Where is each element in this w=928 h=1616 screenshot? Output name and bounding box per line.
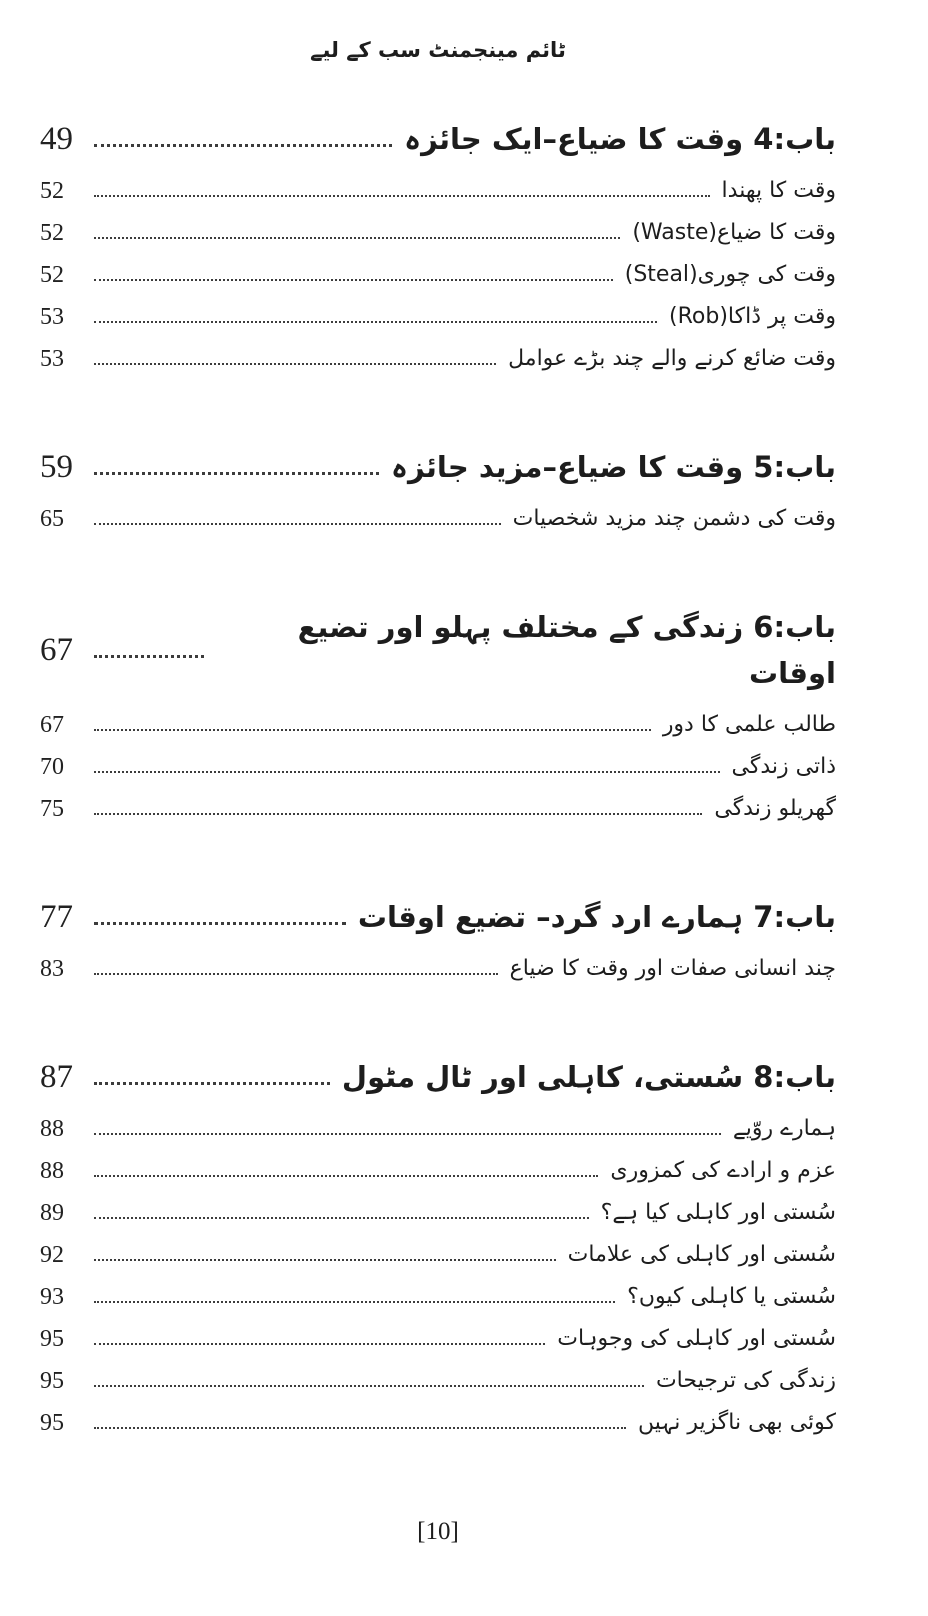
toc-entry bbox=[40, 1234, 836, 1276]
page-number: 88 bbox=[40, 1116, 64, 1142]
entry-title: عزم و ارادے کی کمزوری bbox=[610, 1158, 836, 1183]
page-number: 53 bbox=[40, 346, 64, 372]
toc-entry bbox=[40, 170, 836, 212]
entry-title: باب:7 ہمارے ارد گرد– تضیع اوقات bbox=[357, 900, 836, 934]
toc-entry bbox=[40, 1192, 836, 1234]
toc-entry bbox=[40, 1402, 836, 1444]
page-number: 93 bbox=[40, 1284, 64, 1310]
entry-title: باب:8 سُستی، کاہلی اور ٹال مٹول bbox=[341, 1060, 836, 1094]
page-number: 70 bbox=[40, 754, 64, 780]
toc-entry bbox=[40, 254, 836, 296]
dot-leader bbox=[94, 321, 657, 323]
toc-entry bbox=[40, 1108, 836, 1150]
entry-title: ہمارے روّیے bbox=[732, 1116, 836, 1141]
entry-title: گھریلو زندگی bbox=[714, 796, 836, 821]
dot-leader bbox=[94, 1175, 598, 1177]
dot-leader bbox=[94, 472, 379, 475]
toc-entry bbox=[40, 1150, 836, 1192]
entry-title: کوئی بھی ناگزیر نہیں bbox=[638, 1410, 836, 1435]
toc-section bbox=[40, 596, 836, 830]
dot-leader bbox=[94, 237, 620, 239]
toc-entry bbox=[40, 1318, 836, 1360]
page-number: 52 bbox=[40, 178, 64, 204]
dot-leader bbox=[94, 813, 702, 815]
toc-section bbox=[40, 108, 836, 380]
entry-title: وقت کی چوری(Steal) bbox=[624, 262, 836, 287]
toc-entry bbox=[40, 498, 836, 540]
page-number: 95 bbox=[40, 1326, 64, 1352]
toc-chapter-entry bbox=[40, 886, 836, 948]
toc-chapter-entry bbox=[40, 596, 836, 704]
dot-leader bbox=[94, 279, 613, 281]
dot-leader bbox=[94, 523, 501, 525]
entry-title: سُستی یا کاہلی کیوں؟ bbox=[627, 1284, 836, 1309]
entry-title: ذاتی زندگی bbox=[731, 754, 836, 779]
page-number: 75 bbox=[40, 796, 64, 822]
page-number: 53 bbox=[40, 304, 64, 330]
entry-title: وقت پر ڈاکا(Rob) bbox=[669, 304, 836, 329]
toc-entry bbox=[40, 788, 836, 830]
page-number: 59 bbox=[40, 449, 73, 485]
page-number: 87 bbox=[40, 1059, 73, 1095]
entry-title: طالب علمی کا دور bbox=[662, 712, 836, 737]
dot-leader bbox=[94, 1133, 721, 1135]
entry-title: باب:5 وقت کا ضیاع–مزید جائزہ bbox=[391, 450, 836, 484]
dot-leader bbox=[94, 1082, 330, 1085]
dot-leader bbox=[94, 1385, 644, 1387]
page-number: 67 bbox=[40, 632, 73, 668]
dot-leader bbox=[94, 973, 498, 975]
entry-title: زندگی کی ترجیحات bbox=[655, 1368, 836, 1393]
page-number: 52 bbox=[40, 220, 64, 246]
toc-entry bbox=[40, 704, 836, 746]
dot-leader bbox=[94, 729, 651, 731]
toc-entry bbox=[40, 746, 836, 788]
dot-leader bbox=[94, 655, 204, 658]
page-number: 95 bbox=[40, 1368, 64, 1394]
toc-entry bbox=[40, 1360, 836, 1402]
entry-title: چند انسانی صفات اور وقت کا ضیاع bbox=[509, 956, 836, 981]
dot-leader bbox=[94, 1301, 615, 1303]
dot-leader bbox=[94, 1343, 545, 1345]
page-number: 89 bbox=[40, 1200, 64, 1226]
page-number: 83 bbox=[40, 956, 64, 982]
entry-title: وقت کی دشمن چند مزید شخصیات bbox=[512, 506, 836, 531]
page-number: 52 bbox=[40, 262, 64, 288]
dot-leader bbox=[94, 144, 392, 147]
entry-title: سُستی اور کاہلی کیا ہے؟ bbox=[600, 1200, 836, 1225]
page-number: 65 bbox=[40, 506, 64, 532]
dot-leader bbox=[94, 1427, 626, 1429]
dot-leader bbox=[94, 1259, 556, 1261]
entry-title: وقت کا پھندا bbox=[721, 178, 836, 203]
toc-chapter-entry bbox=[40, 436, 836, 498]
dot-leader bbox=[94, 195, 710, 197]
toc-chapter-entry bbox=[40, 1046, 836, 1108]
page-number: 77 bbox=[40, 899, 73, 935]
page-number: 92 bbox=[40, 1242, 64, 1268]
toc-entry bbox=[40, 296, 836, 338]
toc-section bbox=[40, 1046, 836, 1444]
entry-title: باب:6 زندگی کے مختلف پہلو اور تضیع اوقات bbox=[297, 610, 836, 690]
page-number-footer: [10] bbox=[417, 1518, 459, 1545]
toc-section bbox=[40, 436, 836, 540]
entry-title: وقت ضائع کرنے والے چند بڑے عوامل bbox=[508, 346, 836, 371]
toc-entry bbox=[40, 338, 836, 380]
page-number: 67 bbox=[40, 712, 64, 738]
book-title: ٹائم مینجمنٹ سب کے لیے bbox=[310, 38, 566, 62]
entry-title: سُستی اور کاہلی کی علامات bbox=[567, 1242, 836, 1267]
entry-title: وقت کا ضیاع(Waste) bbox=[632, 220, 836, 245]
toc-chapter-entry bbox=[40, 108, 836, 170]
dot-leader bbox=[94, 771, 720, 773]
page-number: 95 bbox=[40, 1410, 64, 1436]
page-number: 49 bbox=[40, 121, 73, 157]
dot-leader bbox=[94, 363, 496, 365]
entry-title: باب:4 وقت کا ضیاع–ایک جائزہ bbox=[404, 122, 836, 156]
page-number: 88 bbox=[40, 1158, 64, 1184]
toc-entry bbox=[40, 212, 836, 254]
toc bbox=[40, 108, 836, 1488]
toc-section bbox=[40, 886, 836, 990]
toc-entry bbox=[40, 1276, 836, 1318]
entry-title: سُستی اور کاہلی کی وجوہات bbox=[557, 1326, 836, 1351]
dot-leader bbox=[94, 922, 346, 925]
toc-entry bbox=[40, 948, 836, 990]
dot-leader bbox=[94, 1217, 589, 1219]
